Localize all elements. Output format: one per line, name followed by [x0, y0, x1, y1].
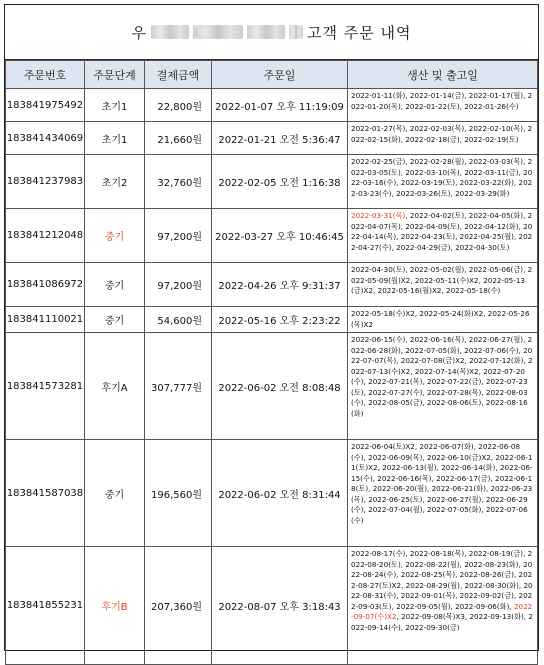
table-row — [6, 307, 538, 333]
ship-date-text: 2022-05-18(수)X2, 2022-05-24(화)X2, 2022-05-26(목)X2 — [351, 309, 530, 329]
payment-amount-cell: 207,360원 — [145, 547, 212, 665]
redacted-name-block — [289, 25, 303, 39]
order-stage-cell: 중기 — [85, 209, 145, 263]
header-amount: 결제금액 — [145, 61, 212, 89]
order-stage-cell: 중기 — [85, 307, 145, 333]
order-stage-cell: 후기B — [85, 547, 145, 665]
ship-date-text: 2022-08-17(수), 2022-08-18(목), 2022-08-19(금), 2022-08-20(토), 2022-08-22(월), 2022-08-23(화), 2022-08-24(수), 2022-08-25(목), 2022-08-26(금), 2022-08-27(토)X2, 2022-08-29(월), 2022-08-30(화), 2022-08-31(수), 2022-09-01(목), 2022-09-02(금), 2022-09-03(토), 2022-09-05(월), 2022-09-06(화), — [351, 549, 533, 611]
ship-dates-cell — [348, 122, 538, 155]
table-row — [6, 89, 538, 122]
payment-amount-cell: 21,660원 — [145, 122, 212, 155]
table-row — [6, 547, 538, 665]
table-row — [6, 122, 538, 155]
ship-dates-cell — [348, 89, 538, 122]
redacted-name-block — [193, 25, 243, 39]
page-title — [5, 5, 538, 60]
ship-dates-cell — [348, 209, 538, 263]
order-date-cell: 2022-03-27 오후 10:46:45 — [212, 209, 348, 263]
header-order-date: 주문일 — [212, 61, 348, 89]
order-stage-cell: 초기2 — [85, 155, 145, 209]
order-number-cell: 183841587038 — [6, 440, 85, 547]
payment-amount-cell: 196,560원 — [145, 440, 212, 547]
order-date-cell: 2022-06-02 오전 8:31:44 — [212, 440, 348, 547]
order-number-cell: 183841237983 — [6, 155, 85, 209]
ship-dates-cell — [348, 155, 538, 209]
table-row — [6, 333, 538, 440]
order-number-cell: 183841573281 — [6, 333, 85, 440]
order-stage-cell: 중기 — [85, 440, 145, 547]
table-row — [6, 263, 538, 307]
payment-amount-cell: 22,800원 — [145, 89, 212, 122]
table-row — [6, 209, 538, 263]
ship-dates-cell — [348, 547, 538, 665]
payment-amount-cell: 97,200원 — [145, 209, 212, 263]
orders-table — [5, 60, 538, 665]
redacted-name-block — [247, 25, 285, 39]
header-stage: 주문단계 — [85, 61, 145, 89]
title-suffix: 고객 주문 내역 — [307, 23, 412, 42]
redacted-name-block — [151, 25, 189, 39]
payment-amount-cell: 54,600원 — [145, 307, 212, 333]
ship-date-text: 2022-04-30(토), 2022-05-02(월), 2022-05-06(금), 2022-05-09(월)X2, 2022-05-11(수)X2, 2022-05-13(금)X2, 2022-05-16(월)X2, 2022-05-18(수) — [351, 265, 533, 295]
order-number-cell: 183841086972 — [6, 263, 85, 307]
payment-amount-cell: 97,200원 — [145, 263, 212, 307]
order-number-cell: 183841855231 — [6, 547, 85, 665]
order-history-sheet — [4, 4, 539, 651]
header-order-no: 주문번호 — [6, 61, 85, 89]
order-stage-cell: 초기1 — [85, 122, 145, 155]
order-date-cell: 2022-01-07 오후 11:19:09 — [212, 89, 348, 122]
order-stage-cell: 중기 — [85, 263, 145, 307]
ship-date-text: 2022-01-27(목), 2022-02-03(목), 2022-02-10(목), 2022-02-15(화), 2022-02-18(금), 2022-02-19(토) — [351, 124, 533, 144]
title-prefix: 우 — [131, 23, 147, 42]
ship-date-text: , 2022-09-08(목)X3, 2022-09-13(화), 2022-09-14(수), 2022-09-30(금) — [351, 612, 533, 632]
table-row — [6, 440, 538, 547]
ship-dates-cell — [348, 263, 538, 307]
ship-date-text: , 2022-04-02(토), 2022-04-05(화), 2022-04-07(목), 2022-04-09(토), 2022-04-12(화), 2022-04-14(목), 2022-04-23(토), 2022-04-25(월), 2022-04-27(수), 2022-04-29(금), 2022-04-30(토) — [351, 211, 533, 252]
order-number-cell: 183841110021 — [6, 307, 85, 333]
order-number-cell: 183841434069 — [6, 122, 85, 155]
order-date-cell: 2022-04-26 오후 9:31:37 — [212, 263, 348, 307]
table-header-row — [6, 61, 538, 89]
order-date-cell: 2022-08-07 오후 3:18:43 — [212, 547, 348, 665]
ship-date-text: 2022-01-11(화), 2022-01-14(금), 2022-01-17(월), 2022-01-20(목), 2022-01-22(토), 2022-01-26(수) — [351, 91, 533, 111]
ship-dates-cell — [348, 333, 538, 440]
payment-amount-cell: 307,777원 — [145, 333, 212, 440]
order-stage-cell: 후기A — [85, 333, 145, 440]
ship-dates-cell — [348, 307, 538, 333]
order-stage-cell: 초기1 — [85, 89, 145, 122]
payment-amount-cell: 32,760원 — [145, 155, 212, 209]
order-date-cell: 2022-05-16 오후 2:23:22 — [212, 307, 348, 333]
table-row — [6, 155, 538, 209]
header-ship-dates: 생산 및 출고일 — [348, 61, 538, 89]
order-date-cell: 2022-02-05 오전 1:16:38 — [212, 155, 348, 209]
order-date-cell: 2022-06-02 오전 8:08:48 — [212, 333, 348, 440]
ship-date-text: 2022-06-15(수), 2022-06-16(목), 2022-06-27(월), 2022-06-28(화), 2022-07-05(화), 2022-07-06(수), 2022-07-07(목), 2022-07-08(금)X2, 2022-07-12(화), 2022-07-13(수)X2, 2022-07-14(목)X2, 2022-07-20(수), 2022-07-21(목), 2022-07-22(금), 2022-07-23(토), 2022-07-27(수), 2022-07-28(목), 2022-08-03(수), 2022-08-05(금), 2022-08-06(토), 2022-08-16(화) — [351, 335, 533, 418]
order-number-cell: 183841212048 — [6, 209, 85, 263]
ship-date-highlight: 2022-09-07(수)X2 — [351, 601, 533, 621]
ship-date-text: 2022-06-04(토)X2, 2022-06-07(화), 2022-06-08(수), 2022-06-09(목), 2022-06-10(금)X2, 2022-06-11(토)X2, 2022-06-13(월), 2022-06-14(화), 2022-06-15(수), 2022-06-16(목), 2022-06-17(금), 2022-06-18(토), 2022-06-20(월), 2022-06-21(화), 2022-06-23(목), 2022-06-25(토), 2022-06-27(월), 2022-06-29(수), 2022-07-04(월), 2022-07-05(화), 2022-07-06(수) — [351, 442, 533, 525]
ship-dates-cell — [348, 440, 538, 547]
order-date-cell: 2022-01-21 오전 5:36:47 — [212, 122, 348, 155]
ship-date-text: 2022-02-25(금), 2022-02-28(월), 2022-03-03(목), 2022-03-05(토), 2022-03-10(목), 2022-03-11(금), 2022-03-16(수), 2022-03-19(토), 2022-03-22(화), 2022-03-23(수), 2022-03-26(토), 2022-03-29(화) — [351, 157, 533, 198]
ship-date-highlight: 2022-03-31(목) — [351, 211, 406, 220]
order-number-cell: 183841975492 — [6, 89, 85, 122]
